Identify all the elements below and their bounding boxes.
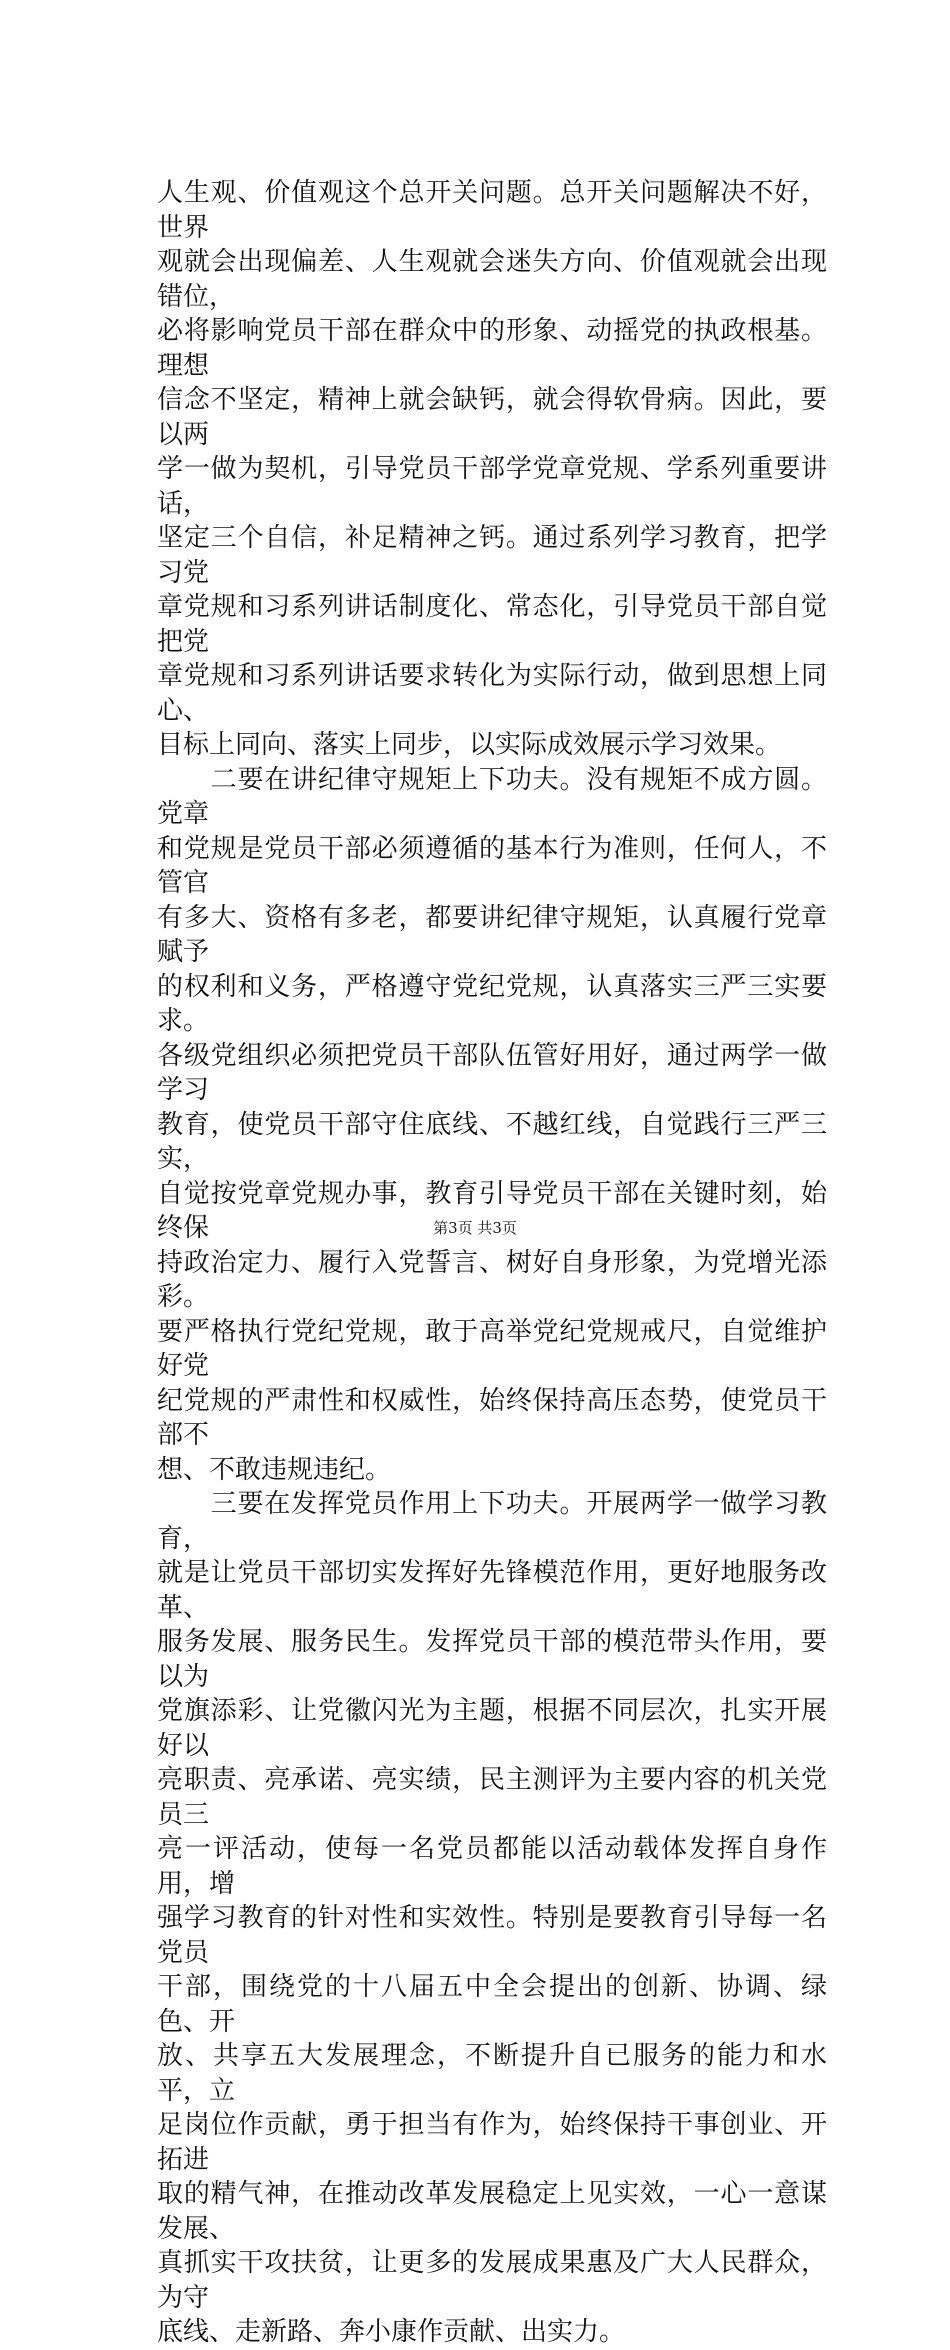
text-line: 想、不敢违规违纪。	[157, 1454, 392, 1485]
text-line: 要严格执行党纪党规，敢于高举党纪党规戒尺，自觉维护好党	[157, 1316, 827, 1381]
text-line: 章党规和习系列讲话要求转化为实际行动，做到思想上同心、	[157, 661, 827, 726]
text-line: 真抓实干攻扶贫，让更多的发展成果惠及广大人民群众，为守	[157, 2248, 827, 2313]
text-line: 亮职责、亮承诺、亮实绩，民主测评为主要内容的机关党员三	[157, 1765, 827, 1830]
page-number-label: 第3页 共3页	[433, 1219, 517, 1237]
text-line: 亮一评活动，使每一名党员都能以活动载体发挥自身作用，增	[157, 1834, 827, 1899]
text-line: 各级党组织必须把党员干部队伍管好用好，通过两学一做学习	[157, 1040, 827, 1105]
text-line: 党旗添彩、让党徽闪光为主题，根据不同层次，扎实开展好以	[157, 1696, 827, 1761]
text-line: 底线、走新路、奔小康作贡献、出实力。	[157, 2317, 626, 2347]
text-line: 必将影响党员干部在群众中的形象、动摇党的执政根基。理想	[157, 316, 827, 381]
text-line: 强学习教育的针对性和实效性。特别是要教育引导每一名党员	[157, 1903, 827, 1968]
text-line: 观就会出现偏差、人生观就会迷失方向、价值观就会出现错位，	[157, 247, 827, 312]
text-line: 服务发展、服务民生。发挥党员干部的模范带头作用，要以为	[157, 1627, 827, 1692]
text-line: 持政治定力、履行入党誓言、树好自身形象，为党增光添彩。	[157, 1247, 827, 1312]
text-line: 学一做为契机，引导党员干部学党章党规、学系列重要讲话，	[157, 454, 827, 519]
text-line: 放、共享五大发展理念，不断提升自已服务的能力和水平，立	[157, 2041, 827, 2106]
page-footer	[0, 1218, 950, 1238]
text-line: 目标上同向、落实上同步，以实际成效展示学习效果。	[157, 730, 782, 760]
text-line: 就是让党员干部切实发挥好先锋模范作用，更好地服务改革、	[157, 1558, 827, 1623]
text-line: 的权利和义务，严格遵守党纪党规，认真落实三严三实要求。	[157, 971, 827, 1036]
text-line: 坚定三个自信，补足精神之钙。通过系列学习教育，把学习党	[157, 523, 827, 588]
text-line: 足岗位作贡献，勇于担当有作为，始终保持干事创业、开拓进	[157, 2110, 827, 2175]
text-line: 干部，围绕党的十八届五中全会提出的创新、协调、绿色、开	[157, 1972, 827, 2037]
text-line: 二要在讲纪律守规矩上下功夫。没有规矩不成方圆。党章	[157, 764, 827, 829]
text-line: 章党规和习系列讲话制度化、常态化，引导党员干部自觉把党	[157, 592, 827, 657]
text-line: 人生观、价值观这个总开关问题。总开关问题解决不好，世界	[157, 178, 827, 243]
text-line: 有多大、资格有多老，都要讲纪律守规矩，认真履行党章赋予	[157, 902, 827, 967]
text-line: 自觉按党章党规办事，教育引导党员干部在关键时刻，始终保	[157, 1178, 827, 1243]
document-body	[157, 176, 827, 2350]
text-line: 和党规是党员干部必须遵循的基本行为准则，任何人，不管官	[157, 833, 827, 898]
text-line: 取的精气神，在推动改革发展稳定上见实效，一心一意谋发展、	[157, 2179, 827, 2244]
text-line: 纪党规的严肃性和权威性，始终保持高压态势，使党员干部不	[157, 1385, 827, 1450]
text-line: 三要在发挥党员作用上下功夫。开展两学一做学习教育，	[157, 1489, 827, 1554]
text-line: 信念不坚定，精神上就会缺钙，就会得软骨病。因此，要以两	[157, 385, 827, 450]
text-line: 教育，使党员干部守住底线、不越红线，自觉践行三严三实，	[157, 1109, 827, 1174]
